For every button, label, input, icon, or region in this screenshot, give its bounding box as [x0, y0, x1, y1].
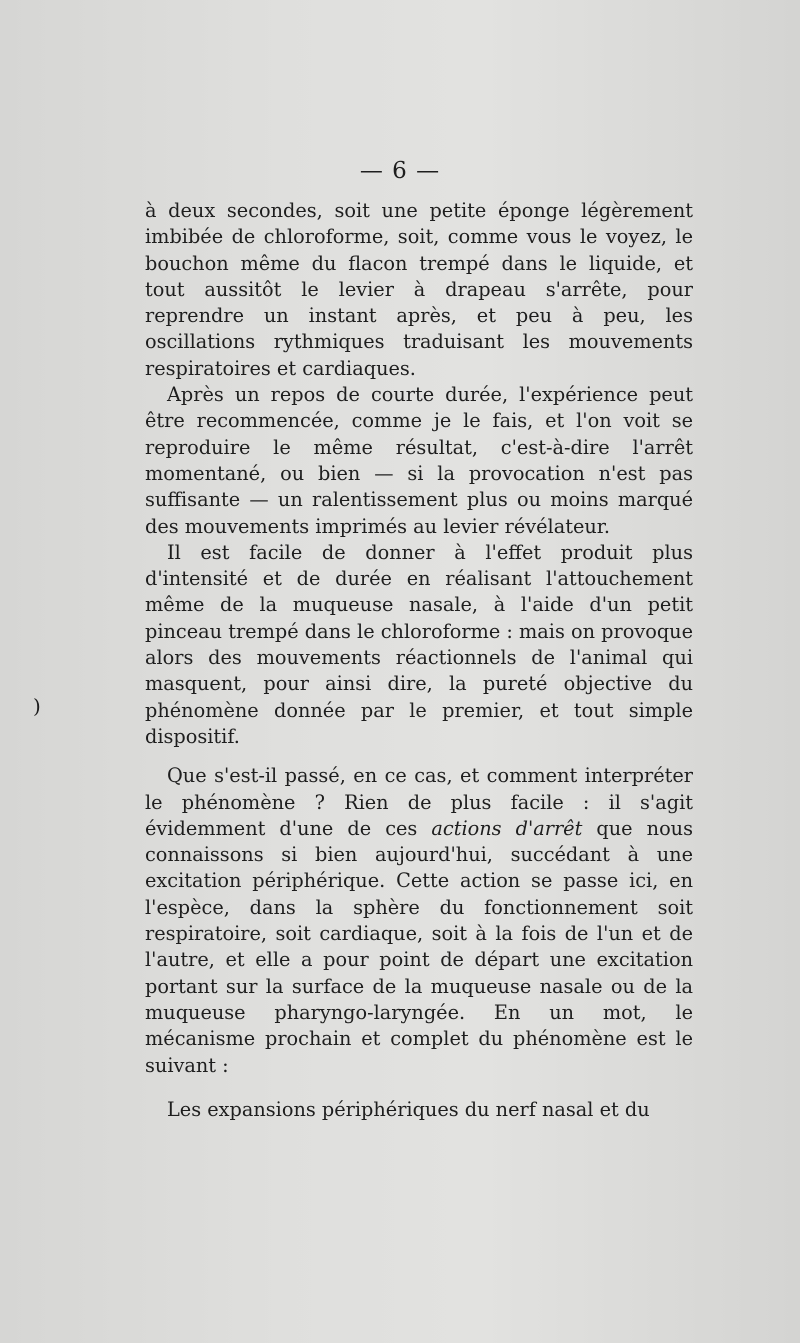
paragraph-4-end: que nous connaissons si bien aujourd'hui, succédant à une excitation périphérique. Cette action se passe ici, en l'espèce, dans la sphère du fonctionnement soit respiratoire, soit cardiaque, soit à la fois de l'un et de l'autre, et elle a pour point de départ une excitation portant sur la surface de la muqueuse nasale ou de la muqueuse pharyngo-laryngée. En un mot, le mécanisme prochain et complet du phénomène est le suivant : [145, 816, 693, 1077]
paragraph-4-italic: actions d'arrêt [431, 816, 583, 840]
paragraph-4-start: Que s'est-il passé, en ce cas, et comment interpréter le phénomène ? Rien de plus facile : il s'agit évidemment d'une de ces [145, 764, 693, 840]
paragraph-5: Les expansions périphériques du nerf nasal et du [167, 1097, 650, 1121]
paragraph-1: à deux secondes, soit une petite éponge légèrement imbibée de chloroforme, soit, comme vous le voyez, le bouchon même du flacon trempé dans le liquide, et tout aussitôt le levier à drapeau s'arrête, pour reprendre un instant après, et peu à peu, les oscillations rythmiques traduisant les mouvements respiratoires et cardiaques. [145, 199, 693, 380]
body-text [145, 198, 693, 1123]
paragraph-3: Il est facile de donner à l'effet produit plus d'intensité et de durée en réalisant l'attouchement même de la muqueuse nasale, à l'aide d'un petit pinceau trempé dans le chloroforme : mais on provoque alors des mouvements réactionnels de l'animal qui masquent, pour ainsi dire, la pureté objective du phénomène donnée par le premier, et tout simple dispositif. [145, 540, 693, 748]
margin-mark: ) [33, 694, 41, 718]
page-number: — 6 — [359, 158, 441, 184]
paragraph-4 [145, 763, 693, 1079]
paragraph-2: Après un repos de courte durée, l'expérience peut être recommencée, comme je le fais, et l'on voit se reproduire le même résultat, c'est-à-dire l'arrêt momentané, ou bien — si la provocation n'est pas suffisante — un ralentissement plus ou moins marqué des mouvements imprimés au levier révélateur. [145, 383, 693, 538]
